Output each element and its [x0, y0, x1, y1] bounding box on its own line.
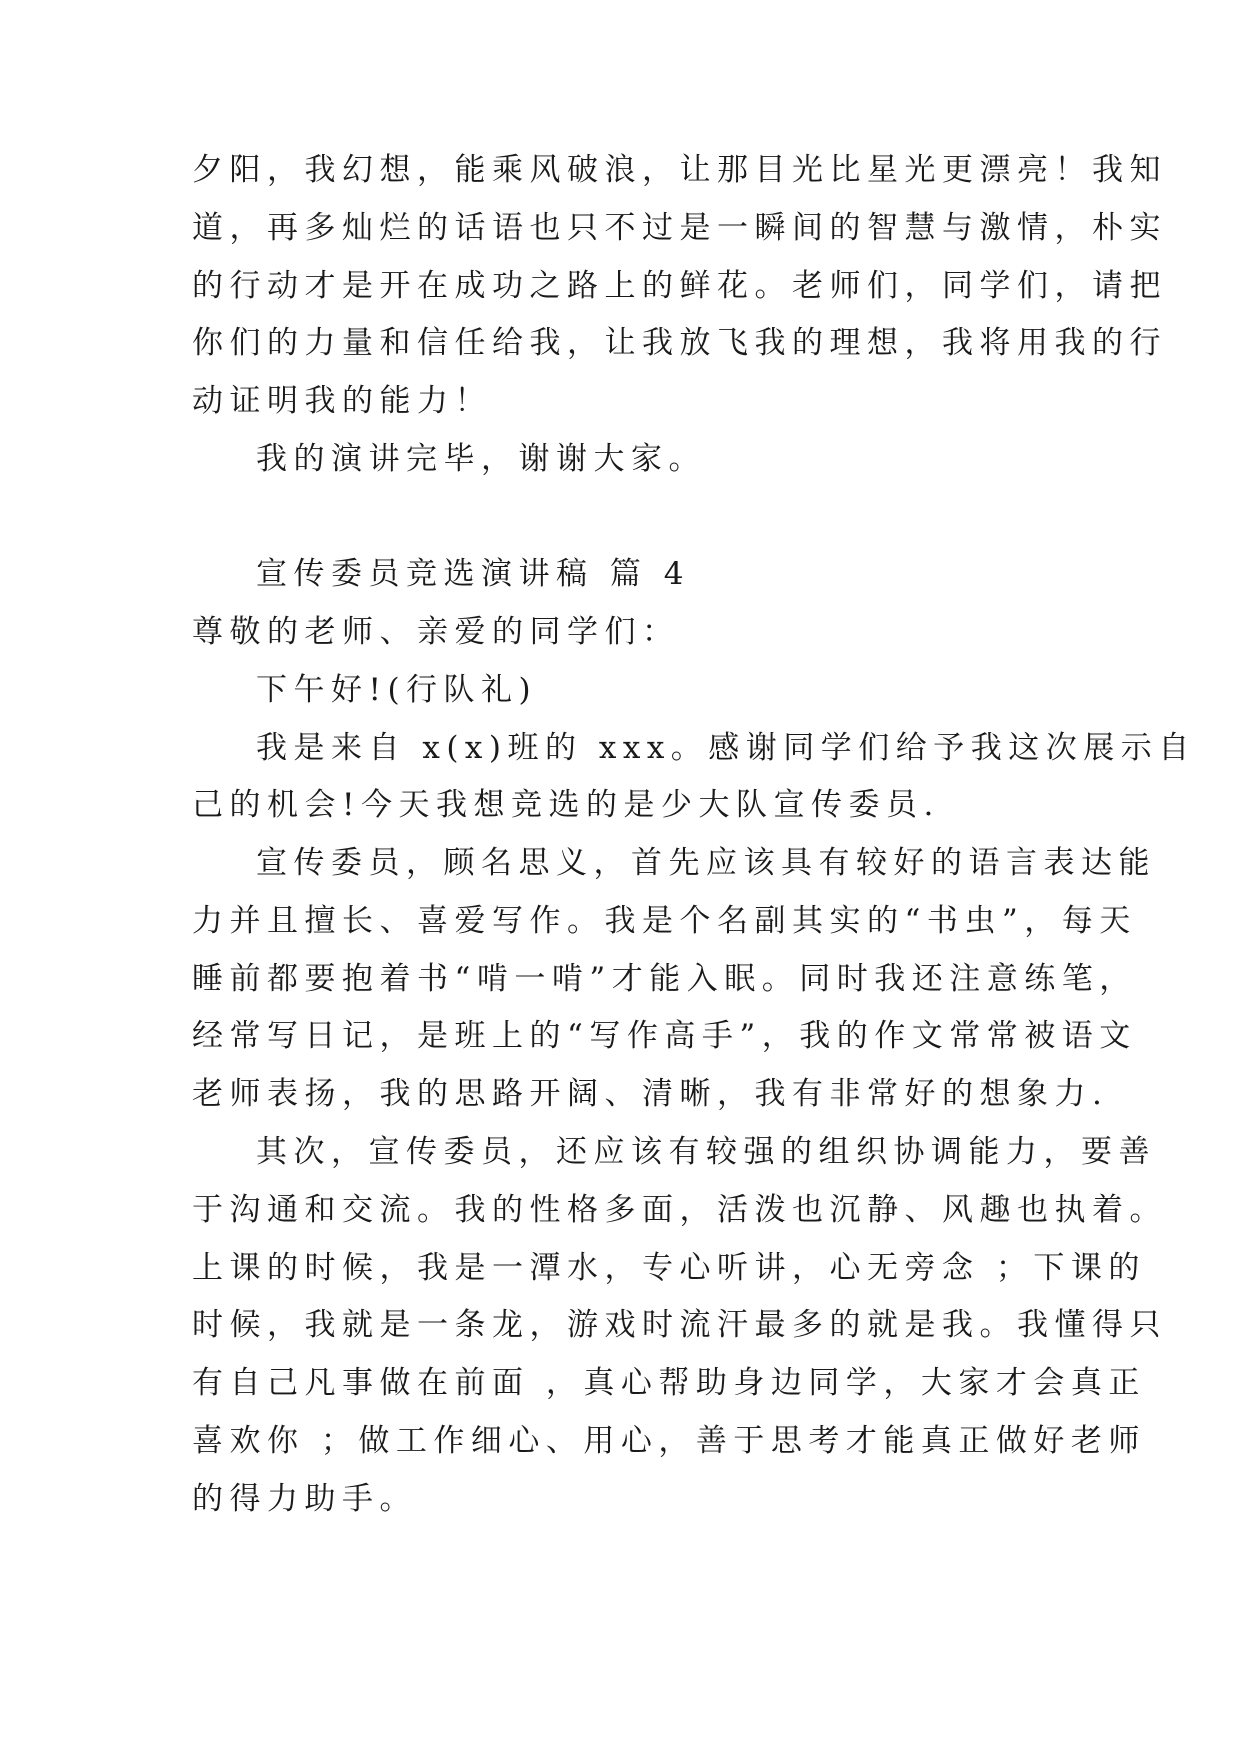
paragraph-line: 有自己凡事做在前面 ，真心帮助身边同学，大家才会真正	[192, 1365, 1146, 1401]
paragraph-line: 经常写日记，是班上的“写作高手”，我的作文常常被语文	[192, 1018, 1137, 1054]
paragraph-line: 时候，我就是一条龙，游戏时流汗最多的就是我。我懂得只	[192, 1307, 1167, 1343]
greeting: 下午好!(行队礼)	[256, 672, 538, 708]
paragraph-line: 己的机会!今天我想竞选的是少大队宣传委员.	[192, 787, 940, 823]
paragraph-line: 我是来自 x(x)班的 xxx。感谢同学们给予我这次展示自	[256, 730, 1196, 766]
paragraph-line: 其次，宣传委员，还应该有较强的组织协调能力，要善	[256, 1134, 1156, 1170]
paragraph-line: 的得力助手。	[192, 1481, 417, 1517]
salutation: 尊敬的老师、亲爱的同学们：	[192, 614, 680, 650]
paragraph-line: 宣传委员，顾名思义，首先应该具有较好的语言表达能	[256, 845, 1156, 881]
paragraph-line: 上课的时候，我是一潭水，专心听讲，心无旁念 ；下课的	[192, 1250, 1146, 1286]
section-heading: 宣传委员竞选演讲稿 篇 4	[256, 556, 690, 592]
paragraph-line: 道，再多灿烂的话语也只不过是一瞬间的智慧与激情，朴实	[192, 210, 1167, 246]
paragraph-line: 于沟通和交流。我的性格多面，活泼也沉静、风趣也执着。	[192, 1192, 1167, 1228]
paragraph-line: 老师表扬，我的思路开阔、清晰，我有非常好的想象力.	[192, 1076, 1109, 1112]
paragraph-line: 你们的力量和信任给我，让我放飞我的理想，我将用我的行	[192, 325, 1167, 361]
paragraph-line: 动证明我的能力！	[192, 383, 492, 419]
paragraph-line: 力并且擅长、喜爱写作。我是个名副其实的“书虫”，每天	[192, 903, 1137, 939]
paragraph-line: 睡前都要抱着书“啃一啃”才能入眠。同时我还注意练笔，	[192, 961, 1137, 997]
paragraph-line: 喜欢你 ；做工作细心、用心，善于思考才能真正做好老师	[192, 1423, 1146, 1459]
closing-line: 我的演讲完毕，谢谢大家。	[256, 441, 706, 477]
paragraph-line: 夕阳，我幻想，能乘风破浪，让那目光比星光更漂亮！我知	[192, 152, 1167, 188]
paragraph-line: 的行动才是开在成功之路上的鲜花。老师们，同学们，请把	[192, 268, 1167, 304]
